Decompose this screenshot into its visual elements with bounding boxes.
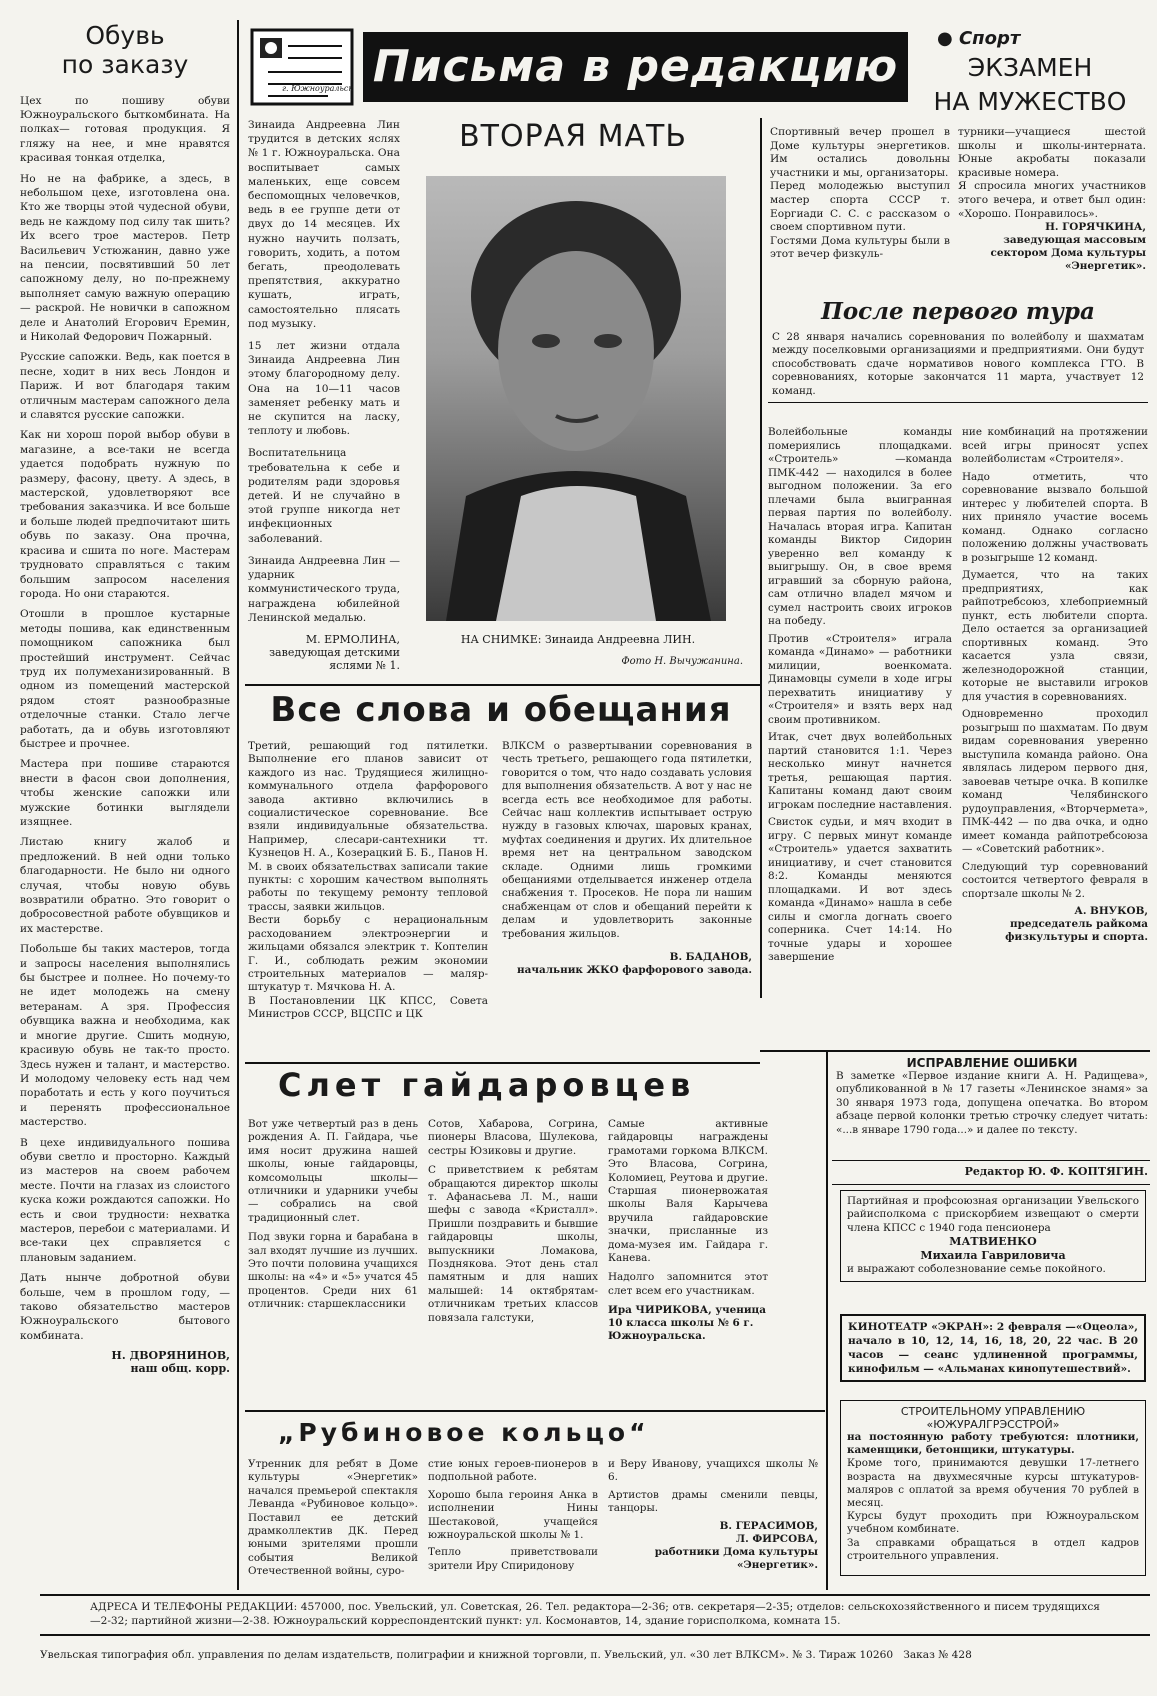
- signature: Н. ГОРЯЧКИНА, заведующая массовым сектором Дома культуры «Энергетик».: [990, 221, 1146, 273]
- paragraph: ние комбинаций на протяжении всей игры приносят успех волейболистам «Строителя».: [962, 426, 1148, 465]
- paragraph: Артистов драмы сменили певцы, танцоры.: [608, 1488, 818, 1515]
- footer-address: АДРЕСА И ТЕЛЕФОНЫ РЕДАКЦИИ: 457000, пос. Увельский, ул. Советская, 26. Тел. редактора—2-36; отв. секретаря—2-35; отделов: сельскохозяйственного и писем трудящихся—2-32; партийной жизни—2-38. Южноуральский корреспондентский пункт: ул. Космонавтов, 14, здание горисполкома, комната 15.: [90, 1601, 1100, 1627]
- paragraph: 15 лет жизни отдала Зинаида Андреевна Лин этому благородному делу. Она на 10—11 часов заменяет ребенку мать и не скупится на ласку, теплоту и любовь.: [248, 340, 400, 438]
- section-rule: [245, 684, 760, 686]
- paragraph: и Веру Иванову, учащихся школы № 6.: [608, 1458, 818, 1484]
- article-title-slet: Слет гайдаровцев: [278, 1066, 696, 1104]
- paragraph: В Постановлении ЦК КПСС, Совета Министров СССР, ВЦСПС и ЦК: [248, 994, 488, 1021]
- paragraph: Под звуки горна и барабана в зал входят лучшие из лучших. Это почти половина учащихся школы: на «4» и «5» учатся 45 процентов. Среди них 61 отличник: старшеклассники: [248, 1231, 418, 1311]
- portrait-photo: [426, 176, 726, 621]
- paragraph: Против «Строителя» играла команда «Динамо» — работники милиции, военкомата. Динамовцы сумели в ходе игры перехватить инициативу у «Строителя» и взять верх над своим противником.: [768, 632, 952, 726]
- notice-ispravlenie: [836, 1056, 1148, 1137]
- column-rule: [760, 118, 762, 998]
- slet-col-3: [608, 1118, 768, 1343]
- article-posle-tura: [768, 298, 1148, 963]
- signature: Ира ЧИРИКОВА, ученица 10 класса школы № 6 г. Южноуральска.: [608, 1304, 766, 1343]
- signature: М. ЕРМОЛИНА, заведующая детскими яслями № 1.: [269, 632, 400, 672]
- paragraph: Гостями Дома культуры были в этот вечер физкуль-: [770, 234, 950, 261]
- rubin-col-1: [248, 1458, 418, 1579]
- paragraph: Отошли в прошлое кустарные методы пошива, как единственным помощником сапожника был простейший инструмент. Сейчас труд их полумеханизированный. В одном из помещений мастерской рядом стоят разнообразные отделочные станки. Стало легче работать, да и обувь изготовляют быстрее и прочнее.: [20, 608, 230, 750]
- paragraph: ВЛКСМ о развертывании соревнования в честь третьего, решающего года пятилетки, говорится о том, что надо создавать условия для выполнения обязательств. А вот у нас не всегда есть все необходимое для работы. Сейчас наш коллектив испытывает острую нужду в газовых ключах, шаровых кранах, муфтах соединения и других. Их длительное время нет на центральном заводском складе. Одними лишь громкими обещаниями отделывается инженер отдела снабжения т. Просеков. Не пора ли нашим снабженцам от слов и обещаний перейти к делам и удовлетворить законные требования жильцов.: [502, 740, 752, 940]
- sport-header: [915, 28, 1145, 119]
- masthead: [248, 24, 908, 114]
- signature: В. ГЕРАСИМОВ, Л. ФИРСОВА, работники Дома культуры «Энергетик».: [654, 1519, 818, 1571]
- article-title-rubin: „Рубиновое кольцо“: [278, 1418, 650, 1447]
- paragraph: Листаю книгу жалоб и предложений. В ней одни только благодарности. Не было ни одного случая, чтобы новую обувь возвратили обратно. Это говорит о добросовестной работе обувщиков и их мастерстве.: [20, 836, 230, 935]
- slet-col-1: [248, 1118, 418, 1312]
- sport-col-a: [770, 126, 950, 262]
- paragraph: Но не на фабрике, а здесь, в небольшом цехе, изготовлена она. Кто же творцы этой чудесной обуви, ведь не каждому под силу так шить? Их всего трое мастеров. Петр Васильевич Устюжанин, давно уже на пенсии, посвятивший 50 лет сапожному делу, но по-прежнему выполняет самую важную операцию — раскрой. Не новички в сапожном деле и Анатолий Егорович Еремин, и Николай Федорович Пожарный.: [20, 172, 230, 343]
- editor-line: Редактор Ю. Ф. КОПТЯГИН.: [964, 1165, 1148, 1178]
- footer-rule: [40, 1594, 1150, 1596]
- article-title-vtoraya: ВТОРАЯ МАТЬ: [459, 119, 687, 154]
- footer-rule: [40, 1634, 1150, 1636]
- article-title-obuv: Обувь по заказу: [61, 21, 189, 79]
- article-rubin: [248, 1418, 818, 1588]
- paragraph: Вот уже четвертый раз в день рождения А. П. Гайдара, чье имя носит дружина нашей школы, юные гайдаровцы, комсомольцы школы—отличники и ударники учебы — собрались на свой традиционный слет.: [248, 1118, 418, 1224]
- notice-kino: [840, 1314, 1146, 1382]
- masthead-envelope-text: г. Южноуральск: [282, 84, 354, 93]
- signature: В. БАДАНОВ, начальник ЖКО фарфорового завода.: [517, 951, 752, 977]
- signature: Н. ДВОРЯНИНОВ, наш общ. корр.: [111, 1349, 230, 1376]
- paragraph: Думается, что на таких предприятиях, как райпотребсоюз, хлебоприемный пункт, есть любители спорта. Дело остается за организацией спортивных команд. Это касается узла связи, железнодорожной станции, которые не выставили игроков для участия в соревнованиях.: [962, 569, 1148, 703]
- vse-col-2: [502, 740, 752, 977]
- paragraph: Хорошо была героиня Анка в исполнении Нины Шестаковой, учащейся южноуральской школы № 1.: [428, 1488, 598, 1542]
- paragraph: Следующий тур соревнований состоится четвертого февраля в спортзале школы № 2.: [962, 860, 1148, 900]
- paragraph: В цехе индивидуального пошива обуви светло и просторно. Каждый из мастеров на своем рабочем месте. Почти на глазах из слоистого куска кожи рождаются сапожки. Но есть и свои трудности: нехватка мастеров, перебои с материалами. И все-таки цех справляется с плановым заданием.: [20, 1136, 230, 1264]
- notice-stroi: [840, 1400, 1146, 1576]
- column-rule: [826, 1050, 828, 1590]
- paragraph: Воспитательница требовательна к себе и родителям ради здоровья детей. И не случайно в этой группе никогда нет инфекционных заболеваний.: [248, 447, 400, 545]
- left-column: [20, 22, 230, 1375]
- paragraph: Волейбольные команды помериялись площадками. «Строитель» —команда ПМК-442 — находился в более выгодном положении. За его плечами была выигранная первая партия по волейболу. Началась вторая игра. Капитан команды Виктор Сидорин уверенно вел команду к выигрышу. Он, в свое время игравший за сборную района, сам отлично владел мячом и сумел настроить своих игроков на победу.: [768, 426, 952, 627]
- sport-col-b: [958, 126, 1146, 273]
- article-vtoraya-mat: [248, 118, 753, 678]
- sport-rubric: ● Спорт: [937, 28, 1021, 49]
- photo-credit: Фото Н. Вычужанина.: [621, 656, 743, 667]
- article-slet: [248, 1066, 818, 1430]
- paragraph: Мастера при пошиве стараются внести в фасон свои дополнения, чтобы женские сапожки или мужские ботинки выглядели изящнее.: [20, 758, 230, 828]
- ispravlenie-title: ИСПРАВЛЕНИЕ ОШИБКИ: [906, 1056, 1078, 1070]
- article-title-posle: После первого тура: [821, 298, 1095, 325]
- divider: [832, 1184, 1150, 1185]
- paragraph: турники—учащиеся шестой школы и школы-интерната. Юные акробаты показали красивые номера.: [958, 126, 1146, 179]
- paragraph: Свисток судьи, и мяч входит в игру. С первых минут команде «Строитель» удается захватить инициативу, и счет становится 8:2. Команды меняются площадками. И вот здесь команда «Динамо» нашла в себе силы и смогла догнать своего соперника. Счет 14:14. Но точные удары и хорошее завершение: [768, 816, 952, 963]
- paragraph: Третий, решающий год пятилетки. Выполнение его планов зависит от каждого из нас. Трудящиеся жилищно-коммунального отдела фарфорового завода активно включились в социалистическое соревнование. Все взяли индивидуальные обязательства. Например, слесари-сантехники тт. Кузнецов Н. А., Козерацкий Б. Б., Панов Н. М. в своих обязательствах записали такие пункты: с хорошим качеством выполнять работы по текущему ремонту тепловой трассы, заявки жильцов.: [248, 740, 488, 913]
- paragraph: Цех по пошиву обуви Южноуральского быткомбината. На полках— готовая продукция. Я гляжу на нее, и мне нравятся красивая тонкая отделка,: [20, 94, 230, 165]
- section-rule: [245, 1062, 760, 1064]
- paragraph: Кроме того, принимаются девушки 17-летнего возраста на двухмесячные курсы штукатуров-маляров с оплатой за время обучения 70 рублей в месяц.: [847, 1457, 1139, 1510]
- paragraph: За справками обращаться в отдел кадров строительного управления.: [847, 1536, 1139, 1562]
- paragraph: Курсы будут проходить при Южноуральском учебном комбинате.: [847, 1510, 1139, 1536]
- section-rule: [760, 1050, 1150, 1052]
- paragraph: Итак, счет двух волейбольных партий становится 1:1. Через несколько минут начнется третья, решающая партия. Капитаны команд дают своим игрокам последние наставления.: [768, 731, 952, 811]
- paragraph: Вести борьбу с нерациональным расходованием электроэнергии и жильцами обязался электрик т. Коптелин Г. И., соблюдать режим экономии строительных материалов — маляр-штукатур т. Мячкова Н. А.: [248, 914, 488, 994]
- paragraph: Сотов, Хабарова, Согрина, пионеры Власова, Шулекова, сестры Юзиковы и другие.: [428, 1118, 598, 1157]
- slet-col-2: [428, 1118, 598, 1325]
- tur-lead: С 28 января начались соревнования по волейболу и шахматам между поселковыми организациями и предприятиями. Они будут способствовать сдаче нормативов нового комплекса ГТО. В соревнованиях, которые закончатся 11 марта, участвует 12 команд.: [772, 331, 1144, 397]
- footer-print: Увельская типография обл. управления по делам издательств, полиграфии и книжной торговли, п. Увельский, ул. «30 лет ВЛКСМ». № 3. Тираж 10260 Заказ № 428: [40, 1649, 972, 1661]
- column-rule: [237, 20, 239, 1590]
- divider: [832, 1160, 1150, 1161]
- notice-obituary: [840, 1190, 1146, 1282]
- rubin-col-2: [428, 1458, 598, 1573]
- paragraph: Дать нынче добротной обуви больше, чем в прошлом году, — таково обязательство мастеров Южноуральского бытового комбината.: [20, 1272, 230, 1342]
- paragraph: Побольше бы таких мастеров, тогда и запросы населения выполнялись бы быстрее и полнее. Но почему-то не идет молодежь на смену ветеранам. А зря. Профессия обувщика важна и необходима, как и многие другие. Сшить модную, красивую обувь не так-то просто. Здесь нужен и талант, и мастерство. И молодому человеку есть над чем поработать и есть у кого поучиться и перенять профессиональное мастерство.: [20, 943, 230, 1129]
- paragraph: Как ни хорош порой выбор обуви в магазине, а все-таки не всегда удается подобрать нужную по размеру, фасону, цвету. А здесь, в мастерской, удовлетворяют все требования заказчика. И все больше и больше людей предпочитают шить обувь по заказу. Она прочна, красива и сшита по ноге. Мастерам трудновато справляться с таким большим запросом населения города. Но они стараются.: [20, 429, 230, 600]
- paragraph: Я спросила многих участников этого вечера, и ответ был один: «Хорошо. Понравилось».: [958, 180, 1146, 220]
- envelope-icon: [248, 24, 358, 110]
- paragraph: Спортивный вечер прошел в Доме культуры энергетиков. Им остались довольны участники и мы, организаторы.: [770, 126, 950, 179]
- portrait-silhouette: [426, 176, 726, 621]
- tur-col-a: [768, 426, 952, 965]
- paragraph: Одновременно проходил розыгрыш по шахматам. По двум видам соревнования уверенно выступила команда районо. Она являлась лидером первого дня, завоевав четыре очка. В копилке команд Челябинского рудоуправления, «Вторчермета», ПМК-442 — по два очка, и одно имеет команда райпотребсоюза — «Советский работник».: [962, 708, 1148, 855]
- paragraph: на постоянную работу требуются: плотники, каменщики, бетонщики, штукатуры.: [847, 1431, 1139, 1457]
- section-rule: [245, 1410, 825, 1412]
- paragraph: Утренник для ребят в Доме культуры «Энергетик» начался премьерой спектакля Леванда «Рубиновое кольцо». Поставил ее детский драмколлектив ДК. Перед юными зрителями прошли события Великой Отечественной войны, суро-: [248, 1458, 418, 1578]
- obituary-text: Партийная и профсоюзная организации Увельского райисполкома с прискорбием извещают о смерти члена КПСС с 1940 года пенсионера: [847, 1195, 1139, 1234]
- article-vse-slova: [248, 690, 754, 1052]
- tur-col-b: [962, 426, 1148, 944]
- paragraph: Зинаида Андреевна Лин — ударник коммунистического труда, награждена юбилейной Ленинской медалью.: [248, 554, 400, 624]
- vse-col-1: [248, 740, 488, 1022]
- paragraph: Перед молодежью выступил мастер спорта СССР т. Еоргиади С. С. с рассказом о своем спортивном пути.: [770, 180, 950, 234]
- paragraph: Русские сапожки. Ведь, как поется в песне, ходит в них весь Лондон и Париж. И вот благодаря таким отличным мастерам сапожного дела и славятся русские сапожки.: [20, 351, 230, 422]
- paragraph: Надолго запомнится этот слет всем его участникам.: [608, 1271, 768, 1297]
- paragraph: Зинаида Андреевна Лин трудится в детских яслях № 1 г. Южноуральска. Она воспитывает самых маленьких, еще совсем беспомощных человечков, ведь в ее группе дети от двух до 14 месяцев. Их нужно научить ползать, говорить, ходить, а потом бегать, преодолевать препятствия, аккуратно кушать, играть, самостоятельно плясать под музыку.: [248, 119, 400, 330]
- signature: А. ВНУКОВ, председатель райкома физкультуры и спорта.: [1005, 905, 1148, 943]
- paragraph: Самые активные гайдаровцы награждены грамотами горкома ВЛКСМ. Это Власова, Согрина, Коломиец, Реутова и другие. Старшая пионервожатая школы Валя Карычева вручила гайдаровские значки, присланные из дома-музея им. Гайдара г. Канева.: [608, 1118, 768, 1265]
- paragraph: Надо отметить, что соревнование вызвало большой интерес у любителей спорта. В них приняло участие восемь команд. Однако согласно положению должны участвовать в розыгрыше 12 команд.: [962, 470, 1148, 564]
- paragraph: С приветствием к ребятам обращаются директор школы т. Афанасьева Л. М., наши шефы с завода «Кристалл». Пришли поздравить и бывшие гайдаровцы школы, выпускники Ломакова, Позднякова. Этот день стал памятным и для наших малышей: 14 октябрятам-отличникам третьих классов повязала галстуки,: [428, 1164, 598, 1324]
- ispravlenie-text: В заметке «Первое издание книги А. Н. Радищева», опубликованной в № 17 газеты «Ленинское знамя» за 30 января 1973 года, допущена опечатка. Во втором абзаце первой колонки третью строчку следует читать: «...в январе 1790 года...» и далее по тексту.: [836, 1070, 1148, 1136]
- obituary-name: МАТВИЕНКО Михаила Гавриловича: [920, 1235, 1066, 1263]
- vtoraya-text-col: [248, 118, 400, 672]
- kino-text: КИНОТЕАТР «ЭКРАН»: 2 февраля —«Оцеола», начало в 10, 12, 14, 16, 18, 20, 22 час. В 20 часов — сеанс удлиненной программы, кинофильм — «Альманах кинопутешествий».: [848, 1321, 1138, 1375]
- divider: [768, 402, 1148, 403]
- rubin-col-3: [608, 1458, 818, 1572]
- photo-caption: НА СНИМКЕ: Зинаида Андреевна ЛИН.: [460, 633, 696, 646]
- paragraph: стие юных героев-пионеров в подпольной работе.: [428, 1458, 598, 1484]
- article-title-ekzamen: ЭКЗАМЕН НА МУЖЕСТВО: [933, 53, 1127, 116]
- paragraph: Тепло приветствовали зрители Иру Спиридонову: [428, 1546, 598, 1572]
- article-title-vse-slova: Все слова и обещания: [270, 690, 732, 730]
- masthead-title: Письма в редакцию: [363, 32, 908, 102]
- obituary-text: и выражают соболезнование семье покойного.: [847, 1263, 1106, 1276]
- stroi-title: СТРОИТЕЛЬНОМУ УПРАВЛЕНИЮ «ЮЖУРАЛГРЭССТРОЙ»: [900, 1405, 1086, 1431]
